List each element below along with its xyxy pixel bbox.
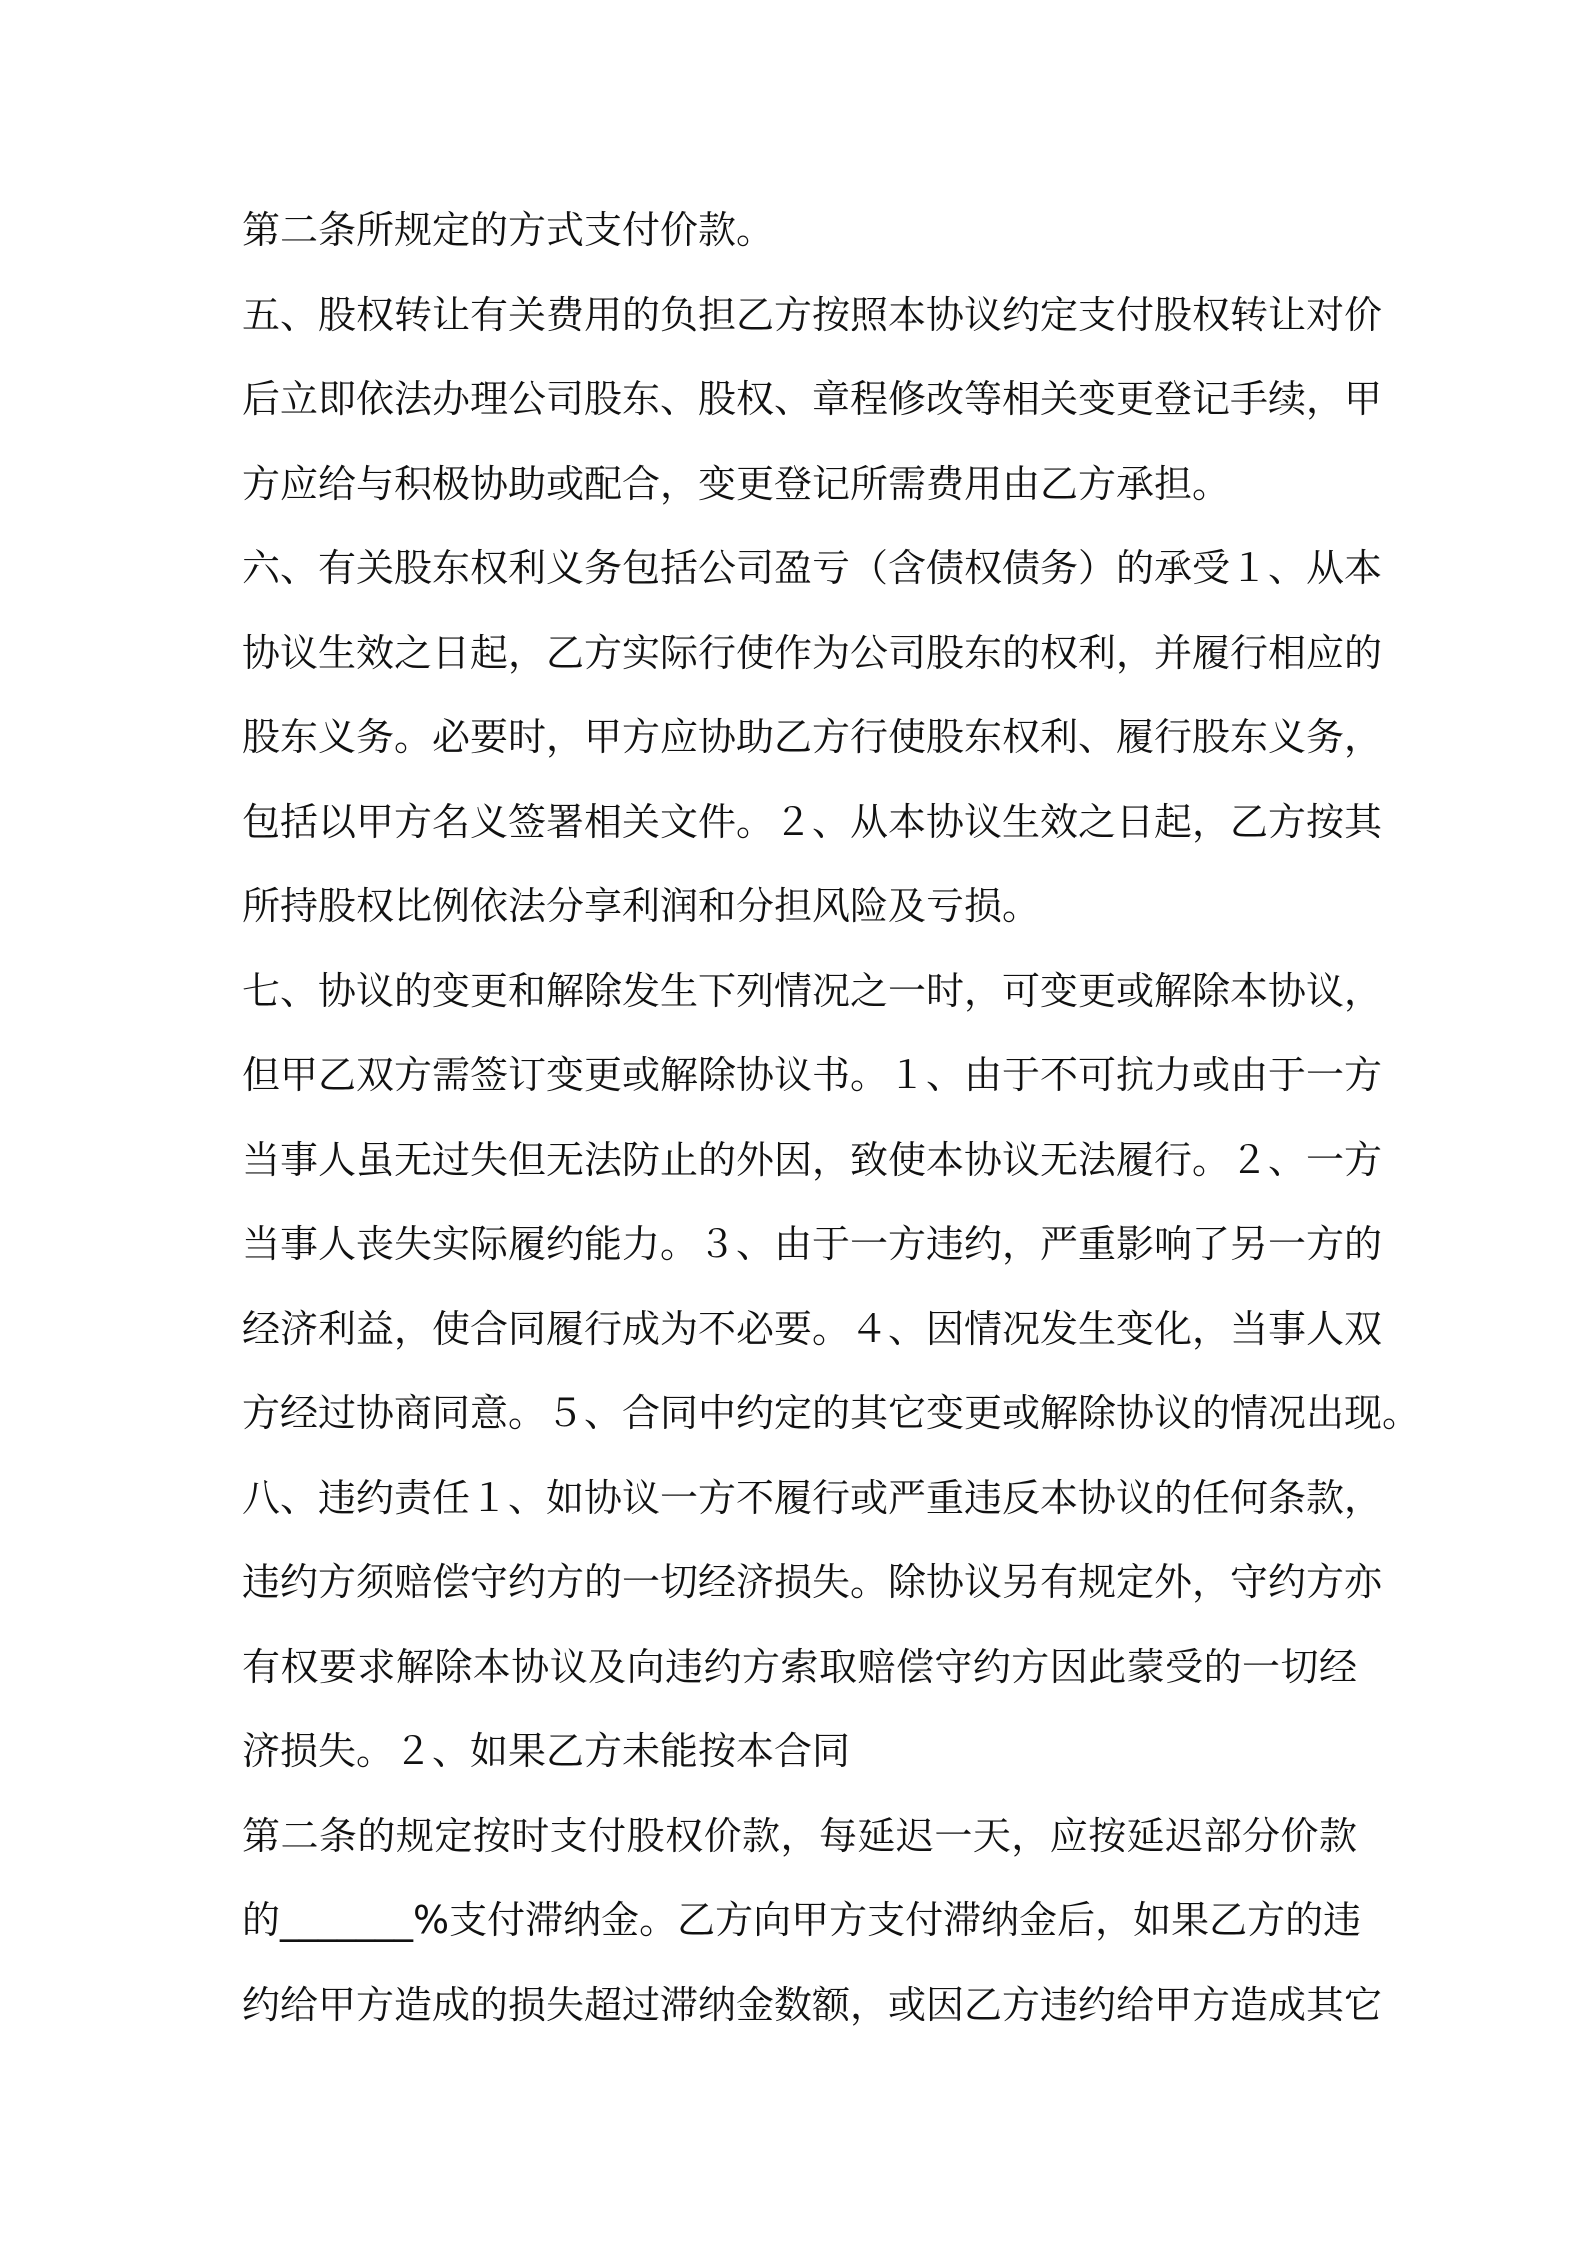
text-line: 但甲乙双方需签订变更或解除协议书。１、由于不可抗力或由于一方	[242, 1053, 1383, 1097]
text-line: 当事人丧失实际履约能力。３、由于一方违约，严重影响了另一方的	[242, 1222, 1383, 1266]
text-line: 的_______%支付滞纳金。乙方向甲方支付滞纳金后，如果乙方的违	[242, 1898, 1362, 1942]
text-line: 约给甲方造成的损失超过滞纳金数额，或因乙方违约给甲方造成其它	[242, 1982, 1383, 2027]
text-line: 股东义务。必要时，甲方应协助乙方行使股东权利、履行股东义务，	[242, 715, 1383, 759]
text-line: 济损失。２、如果乙方未能按本合同	[242, 1729, 851, 1773]
text-line: 六、有关股东权利义务包括公司盈亏（含债权债务）的承受１、从本	[242, 546, 1383, 590]
text-line: 所持股权比例依法分享利润和分担风险及亏损。	[242, 884, 1041, 928]
text-line: 五、股权转让有关费用的负担乙方按照本协议约定支付股权转让对价	[242, 292, 1383, 337]
text-line: 八、违约责任１、如协议一方不履行或严重违反本协议的任何条款，	[242, 1475, 1383, 1520]
text-line: 后立即依法办理公司股东、股权、章程修改等相关变更登记手续，甲	[242, 377, 1383, 421]
text-line: 方应给与积极协助或配合，变更登记所需费用由乙方承担。	[242, 461, 1231, 506]
text-line: 违约方须赔偿守约方的一切经济损失。除协议另有规定外，守约方亦	[242, 1560, 1383, 1604]
text-line: 包括以甲方名义签署相关文件。２、从本协议生效之日起，乙方按其	[242, 799, 1383, 844]
text-line: 有权要求解除本协议及向违约方索取赔偿守约方因此蒙受的一切经	[242, 1644, 1357, 1689]
text-line: 协议生效之日起，乙方实际行使作为公司股东的权利，并履行相应的	[242, 630, 1383, 675]
text-line: 七、协议的变更和解除发生下列情况之一时，可变更或解除本协议，	[242, 968, 1383, 1013]
text-line: 经济利益，使合同履行成为不必要。４、因情况发生变化，当事人双	[242, 1306, 1383, 1351]
text-line: 第二条的规定按时支付股权价款，每延迟一天，应按延迟部分价款	[242, 1813, 1357, 1858]
text-line: 当事人虽无过失但无法防止的外因，致使本协议无法履行。２、一方	[242, 1137, 1383, 1182]
text-line: 方经过协商同意。５、合同中约定的其它变更或解除协议的情况出现。	[242, 1391, 1421, 1435]
text-line: 第二条所规定的方式支付价款。	[242, 208, 775, 252]
contract-body-text	[242, 188, 1421, 2047]
